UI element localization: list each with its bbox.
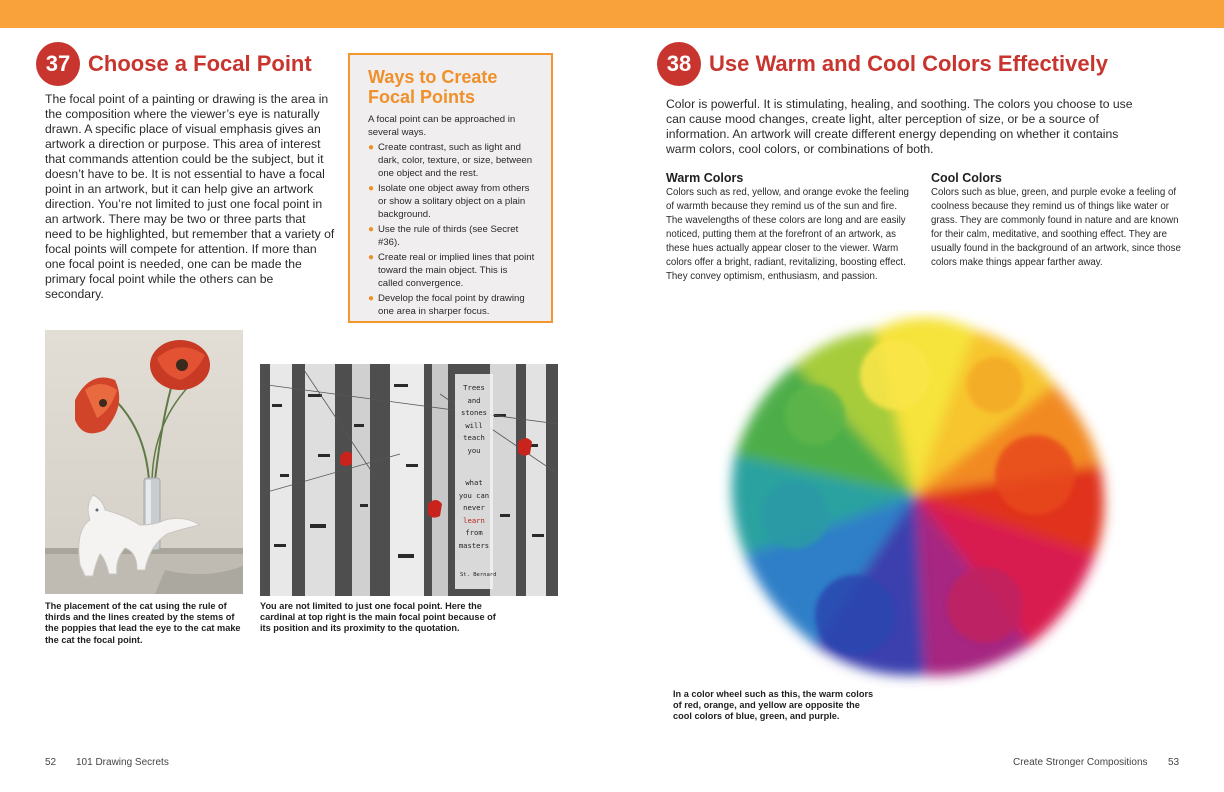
quotation: Trees and stones will teach you what you can never learn from masters	[458, 383, 490, 550]
secret-number: 37	[45, 51, 71, 76]
cat-caption: The placement of the cat using the rule of thirds and the lines created by the stems of the poppies that lead the eye to the cat make the cat the focal point.	[45, 601, 241, 645]
list-item: ● Isolate one object away from others or show a solitary object on a plain background.	[368, 183, 530, 220]
warm-colors-text: Colors such as red, yellow, and orange evoke the feeling of warmth because they remind us of the sun and fire. The wavelengths of these colors are long and are easily noticed, putting them at the forefront of an artwork, as these hues actually appear closer to the viewer. Warm colors offer a bright, radiant, revitalizing, boosting effect. They convey optimism, enthusiasm, and passion.	[666, 187, 909, 282]
color-wheel-caption: In a color wheel such as this, the warm colors of red, orange, and yellow are opposite the cool colors of blue, green, and purple.	[673, 689, 874, 722]
sidebar-title: Ways to Create Focal Points	[368, 67, 498, 107]
quotation-signature: St. Bernard	[460, 572, 497, 578]
warm-colors-heading: Warm Colors	[666, 171, 744, 185]
section-title-38: Use Warm and Cool Colors Effectively	[709, 51, 1108, 76]
list-item: ● Create contrast, such as light and dark, color, texture, or size, between one object and the rest.	[368, 142, 533, 179]
bullet-icon: ●	[368, 224, 375, 235]
focal-point-paragraph: The focal point of a painting or drawing is the area in the composition where the viewer’s eye is naturally drawn. A specific place of visual emphasis gives an artwork a direction or purpose. This area of interest that commands attention could be the subject, but it doesn’t have to be. It is not essential to have a focal point in an artwork, but it can help give an artwork direction. You’re not limited to just one focal point in an artwork. There may be two or three parts that need to be highlighted, but remember that a variety of focal points will compete for attention. If more than one focal point is needed, one can be made the primary focal point while the others can be secondary.	[45, 92, 335, 301]
right-page-number: 53	[1168, 757, 1180, 768]
bullet-icon: ●	[368, 293, 375, 304]
bullet-icon: ●	[368, 183, 375, 194]
left-page-number: 52	[45, 757, 57, 768]
birch-cardinal-drawing	[260, 364, 558, 596]
bullet-icon: ●	[368, 252, 375, 263]
section-title-37: Choose a Focal Point	[88, 51, 312, 76]
cat-poppies-painting	[45, 330, 243, 594]
bullet-icon: ●	[368, 142, 375, 153]
birch-caption: You are not limited to just one focal point. Here the cardinal at top right is the main focal point because of its position and its proximity to the quotation.	[260, 601, 496, 634]
right-chapter-title: Create Stronger Compositions	[1013, 757, 1148, 768]
sidebar-intro: A focal point can be approached in several ways.	[368, 114, 516, 138]
secret-number-badge-37	[36, 42, 80, 86]
color-wheel-painting	[700, 310, 1120, 700]
sidebar-list	[368, 141, 535, 318]
cool-colors-heading: Cool Colors	[931, 171, 1002, 185]
list-item: ● Create real or implied lines that point toward the main object. This is called convergence.	[368, 252, 535, 289]
color-paragraph: Color is powerful. It is stimulating, healing, and soothing. The colors you choose to use can cause mood changes, create light, alter perception of size, or be a source of information. An artwork will create different energy depending on whether it contains warm colors, cool colors, or combinations of both.	[666, 97, 1133, 156]
list-item: ● Develop the focal point by drawing one area in sharper focus.	[368, 293, 525, 317]
top-color-bar	[0, 0, 1224, 28]
secret-number-badge-38	[657, 42, 701, 86]
ways-sidebar	[348, 53, 553, 323]
list-item: ● Use the rule of thirds (see Secret #36).	[368, 224, 519, 248]
left-book-title: 101 Drawing Secrets	[76, 757, 169, 768]
secret-number: 38	[666, 51, 692, 76]
cool-colors-text: Colors such as blue, green, and purple evoke a feeling of coolness because they remind us of things like water or grass. They are commonly found in nature and are known for their calm, meditative, and soothing effect. They are usually found in the background of an artwork, since those colors make things appear farther away.	[931, 187, 1181, 268]
